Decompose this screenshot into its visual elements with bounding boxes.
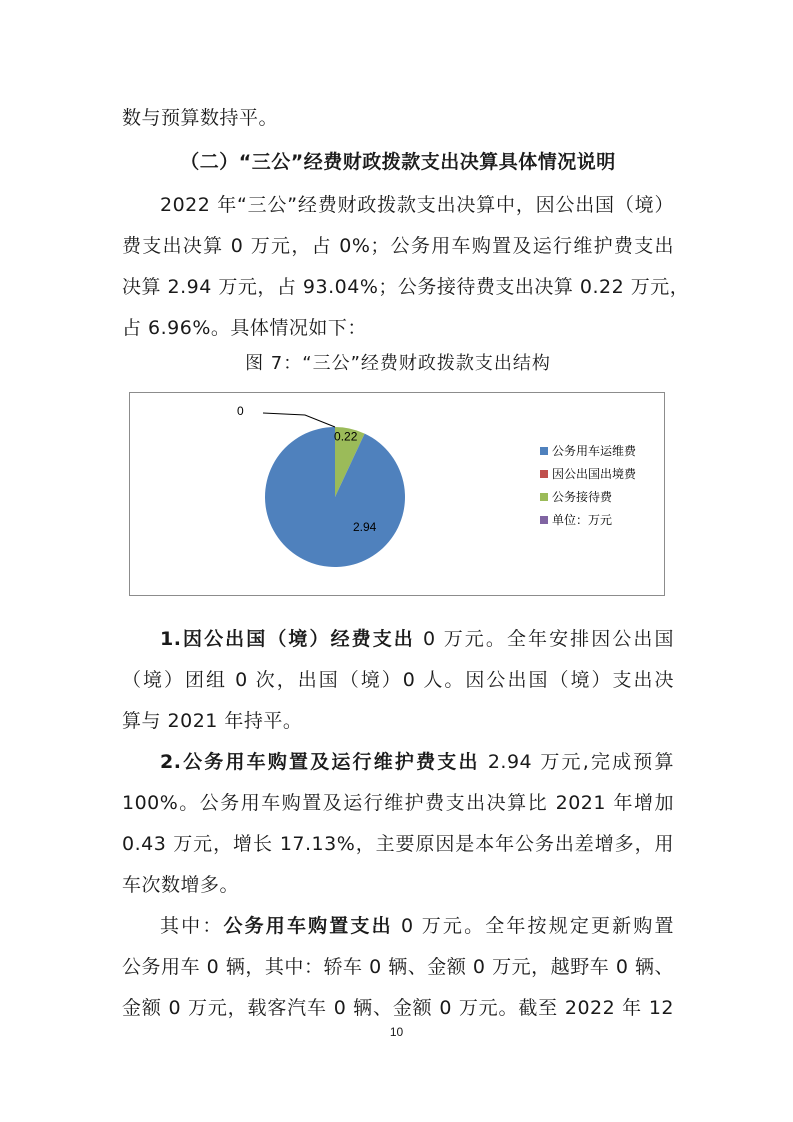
- paragraph-line: 金额 0 万元，载客汽车 0 辆、金额 0 万元。截至 2022 年 12: [122, 997, 674, 1019]
- paragraph-line: 公务用车 0 辆，其中：轿车 0 辆、金额 0 万元，越野车 0 辆、: [122, 956, 674, 978]
- paragraph-line: 0.43 万元，增长 17.13%，主要原因是本年公务出差增多，用: [122, 833, 674, 855]
- page-number: 10: [389, 1025, 404, 1039]
- paragraph-line: 算与 2021 年持平。: [122, 710, 303, 732]
- paragraph-line: 2022 年“三公”经费财政拨款支出决算中，因公出国（境）: [160, 194, 674, 216]
- paragraph-line: [160, 914, 674, 938]
- subheading-2: 2.公务用车购置及运行维护费支出: [160, 751, 480, 773]
- legend-entry: 公务接待费: [552, 490, 613, 504]
- paragraph-text: 其中：: [160, 915, 224, 937]
- paragraph-line: 决算 2.94 万元，占 93.04%；公务接待费支出决算 0.22 万元，: [122, 276, 690, 298]
- legend-entry: 因公出国出境费: [552, 467, 637, 481]
- legend-swatch: [540, 493, 548, 501]
- paragraph-line: 数与预算数持平。: [122, 107, 279, 129]
- paragraph-line: 100%。公务用车购置及运行维护费支出决算比 2021 年增加: [122, 792, 674, 814]
- legend-swatch: [540, 516, 548, 524]
- pie-chart: [129, 392, 665, 596]
- legend-entry: 公务用车运维费: [552, 444, 637, 458]
- paragraph-line: 费支出决算 0 万元，占 0%；公务用车购置及运行维护费支出: [122, 235, 674, 257]
- paragraph-line: [160, 627, 674, 651]
- data-label: 2.94: [353, 520, 377, 534]
- figure-caption: 图 7：“三公”经费财政拨款支出结构: [245, 353, 551, 374]
- leader-line: [263, 413, 335, 427]
- legend-entry: 单位：万元: [552, 513, 613, 527]
- paragraph-line: 占 6.96%。具体情况如下：: [122, 317, 367, 339]
- data-label: 0: [237, 404, 244, 418]
- paragraph-line: （境）团组 0 次，出国（境）0 人。因公出国（境）支出决: [122, 669, 674, 691]
- subheading-3: 公务用车购置支出: [223, 915, 393, 937]
- paragraph-line: 车次数增多。: [122, 874, 240, 896]
- legend-swatch: [540, 470, 548, 478]
- data-label: 0.22: [334, 429, 358, 444]
- pie-slice-0: [265, 427, 405, 567]
- paragraph-text: 2.94 万元,完成预算: [479, 751, 674, 773]
- paragraph-text: 0 万元。全年安排因公出国: [414, 628, 674, 650]
- paragraph-text: 0 万元。全年按规定更新购置: [392, 915, 674, 937]
- pie-chart-svg: [130, 393, 664, 595]
- legend-swatch: [540, 447, 548, 455]
- section-heading: （二）“三公”经费财政拨款支出决算具体情况说明: [180, 151, 616, 173]
- subheading-1: 1.因公出国（境）经费支出: [160, 628, 415, 650]
- paragraph-line: [160, 750, 674, 774]
